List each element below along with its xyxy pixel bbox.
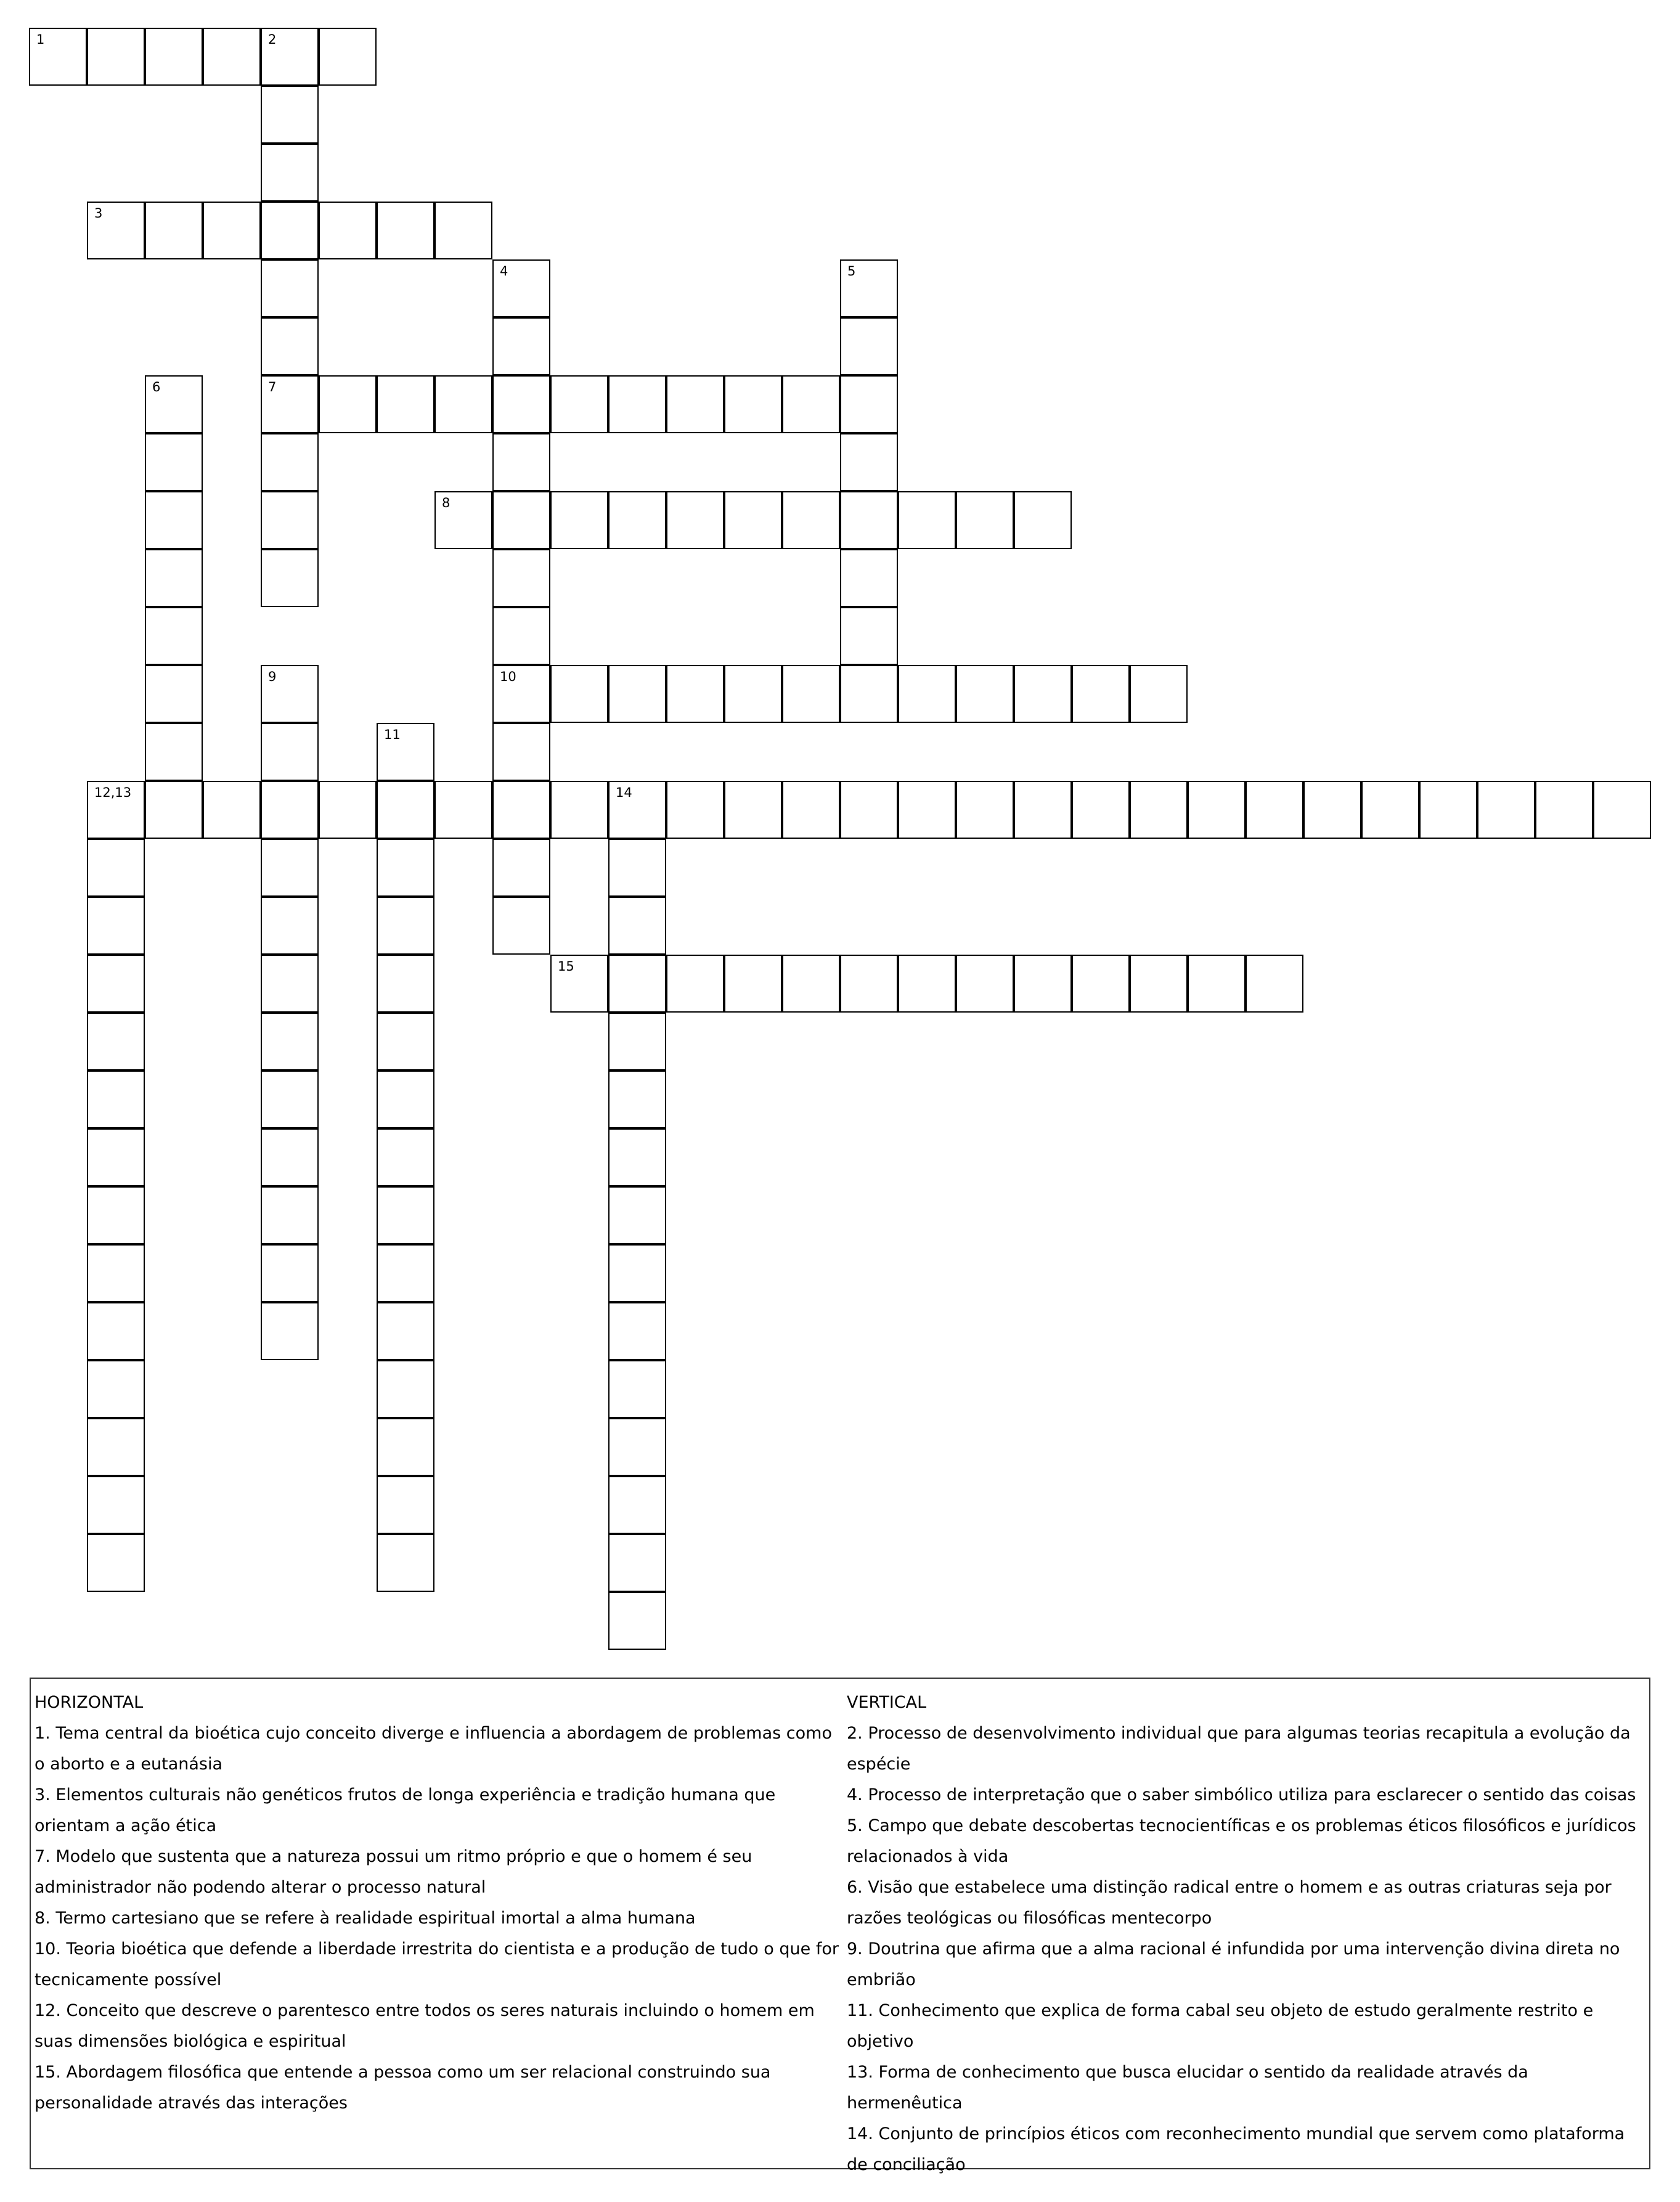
grid-cell[interactable] — [608, 1186, 666, 1244]
grid-cell[interactable] — [608, 491, 666, 549]
grid-cell[interactable] — [608, 897, 666, 955]
clue-number: 9 — [268, 669, 277, 684]
down-clue: 13. Forma de conhecimento que busca elucidar o sentido da realidade através da hermenêutica — [847, 2063, 1528, 2113]
across-clue: 7. Modelo que sustenta que a natureza possui um ritmo próprio e que o homem é seu administrador não podendo alterar o processo natural — [35, 1847, 752, 1897]
grid-cell[interactable] — [840, 665, 898, 723]
grid-cell[interactable] — [87, 1186, 145, 1244]
grid-cell[interactable] — [1014, 955, 1072, 1013]
grid-cell[interactable] — [608, 375, 666, 433]
grid-cell[interactable] — [1535, 781, 1593, 839]
clue-number: 1 — [36, 32, 45, 47]
grid-cell[interactable] — [492, 897, 550, 955]
grid-cell[interactable] — [492, 607, 550, 665]
grid-cell[interactable] — [87, 1418, 145, 1476]
clue-number: 5 — [847, 264, 856, 279]
grid-cell[interactable] — [898, 665, 956, 723]
grid-cell[interactable] — [1246, 955, 1303, 1013]
across-clue: 3. Elementos culturais não genéticos frutos de longa experiência e tradição humana que orientam a ação ética — [35, 1785, 776, 1835]
grid-cell[interactable] — [608, 1418, 666, 1476]
grid-cell[interactable] — [492, 781, 550, 839]
grid-cell[interactable] — [87, 1244, 145, 1302]
grid-cell[interactable] — [666, 375, 724, 433]
grid-cell[interactable] — [608, 1128, 666, 1186]
grid-cell[interactable] — [492, 491, 550, 549]
grid-cell[interactable] — [203, 202, 261, 259]
grid-cell[interactable] — [1130, 955, 1188, 1013]
grid-cell[interactable] — [377, 1360, 434, 1418]
grid-cell[interactable] — [87, 897, 145, 955]
clue-panel — [30, 1678, 1650, 2174]
down-clue: 6. Visão que estabelece uma distinção radical entre o homem e as outras criaturas seja por razões teológicas ou filosóficas mentecorpo — [847, 1878, 1612, 1928]
grid-cell[interactable] — [261, 259, 319, 317]
down-clue: 5. Campo que debate descobertas tecnocientíficas e os problemas éticos filosóficos e jurídicos relacionados à vida — [847, 1816, 1636, 1866]
grid-cell[interactable] — [1593, 781, 1651, 839]
grid-cell[interactable] — [492, 549, 550, 607]
grid-cell[interactable] — [840, 607, 898, 665]
grid-cell[interactable] — [377, 375, 434, 433]
grid-cell[interactable] — [492, 723, 550, 781]
across-clue: 1. Tema central da bioética cujo conceito diverge e influencia a abordagem de problemas como o aborto e a eutanásia — [35, 1724, 832, 1774]
down-clue: 9. Doutrina que afirma que a alma racional é infundida por uma intervenção divina direta no embrião — [847, 1939, 1620, 1989]
grid-cell[interactable] — [550, 491, 608, 549]
grid-cell[interactable] — [840, 781, 898, 839]
grid-cell[interactable] — [319, 28, 377, 86]
grid-cell[interactable] — [377, 1476, 434, 1534]
grid-cell[interactable] — [1014, 781, 1072, 839]
grid-cell[interactable] — [492, 839, 550, 897]
grid-cell[interactable] — [29, 28, 87, 86]
grid-cell[interactable] — [550, 955, 608, 1013]
grid-cell[interactable] — [1072, 665, 1130, 723]
grid-cell[interactable] — [145, 28, 203, 86]
grid-cell[interactable] — [782, 491, 840, 549]
grid-cell[interactable] — [261, 1186, 319, 1244]
grid-cell[interactable] — [724, 665, 782, 723]
grid-cell[interactable] — [261, 1070, 319, 1128]
grid-cell[interactable] — [492, 317, 550, 375]
grid-cell[interactable] — [608, 1592, 666, 1650]
grid-cell[interactable] — [319, 202, 377, 259]
grid-cell[interactable] — [377, 202, 434, 259]
grid-cell[interactable] — [434, 491, 492, 549]
clue-number: 4 — [500, 264, 508, 279]
grid-cell[interactable] — [377, 897, 434, 955]
grid-cell[interactable] — [608, 839, 666, 897]
grid-cell[interactable] — [1419, 781, 1477, 839]
grid-cell[interactable] — [377, 781, 434, 839]
grid-cell[interactable] — [377, 839, 434, 897]
grid-cell[interactable] — [377, 1302, 434, 1360]
grid-cell[interactable] — [377, 1013, 434, 1070]
grid-cell[interactable] — [145, 491, 203, 549]
grid-cell[interactable] — [87, 839, 145, 897]
grid-cell[interactable] — [261, 491, 319, 549]
grid-cell[interactable] — [840, 955, 898, 1013]
grid-cell[interactable] — [956, 491, 1014, 549]
grid-cell[interactable] — [87, 28, 145, 86]
grid-cell[interactable] — [261, 723, 319, 781]
grid-cell[interactable] — [492, 259, 550, 317]
grid-cell[interactable] — [377, 955, 434, 1013]
grid-cell[interactable] — [261, 1302, 319, 1360]
grid-cell[interactable] — [261, 144, 319, 202]
grid-cell[interactable] — [261, 433, 319, 491]
clue-number: 7 — [268, 380, 277, 394]
grid-cell[interactable] — [261, 897, 319, 955]
down-clue: 2. Processo de desenvolvimento individual que para algumas teorias recapitula a evolução da espécie — [847, 1724, 1631, 1774]
grid-cell[interactable] — [608, 781, 666, 839]
grid-cell[interactable] — [956, 781, 1014, 839]
grid-cell[interactable] — [87, 1070, 145, 1128]
down-clue: 4. Processo de interpretação que o saber simbólico utiliza para esclarecer o sentido das coisas — [847, 1785, 1636, 1804]
across-clue: 12. Conceito que descreve o parentesco entre todos os seres naturais incluindo o homem em suas dimensões biológica e espiritual — [35, 2001, 815, 2051]
grid-cell[interactable] — [87, 781, 145, 839]
clue-number: 15 — [558, 959, 574, 974]
grid-cell[interactable] — [1303, 781, 1361, 839]
grid-cell[interactable] — [145, 665, 203, 723]
grid-cell[interactable] — [608, 1476, 666, 1534]
grid-cell[interactable] — [261, 86, 319, 144]
grid-cell[interactable] — [377, 723, 434, 781]
grid-cell[interactable] — [87, 1128, 145, 1186]
grid-cell[interactable] — [87, 1534, 145, 1592]
grid-cell[interactable] — [434, 375, 492, 433]
grid-cell[interactable] — [1130, 665, 1188, 723]
grid-cell[interactable] — [724, 781, 782, 839]
across-heading: HORIZONTAL — [35, 1693, 144, 1712]
grid-cell[interactable] — [203, 781, 261, 839]
grid-cell[interactable] — [87, 1360, 145, 1418]
grid-cell[interactable] — [87, 1302, 145, 1360]
grid-cell[interactable] — [666, 491, 724, 549]
across-clues — [35, 1687, 843, 2119]
clue-number: 3 — [94, 206, 103, 221]
grid-cell[interactable] — [608, 1244, 666, 1302]
grid-cell[interactable] — [1477, 781, 1535, 839]
down-clues — [847, 1687, 1645, 2180]
grid-cell[interactable] — [550, 781, 608, 839]
grid-cell[interactable] — [666, 665, 724, 723]
grid-cell[interactable] — [261, 375, 319, 433]
grid-cell[interactable] — [1188, 955, 1246, 1013]
grid-cell[interactable] — [145, 723, 203, 781]
clue-number: 11 — [384, 727, 401, 742]
grid-cell[interactable] — [1246, 781, 1303, 839]
grid-cell[interactable] — [492, 665, 550, 723]
grid-cell[interactable] — [608, 1302, 666, 1360]
clue-number: 2 — [268, 32, 277, 47]
grid-cell[interactable] — [666, 955, 724, 1013]
grid-cell[interactable] — [261, 1013, 319, 1070]
grid-cell[interactable] — [840, 317, 898, 375]
grid-cell[interactable] — [377, 1186, 434, 1244]
grid-cell[interactable] — [261, 955, 319, 1013]
grid-cell[interactable] — [261, 1244, 319, 1302]
grid-cell[interactable] — [608, 665, 666, 723]
grid-cell[interactable] — [1014, 491, 1072, 549]
grid-cell[interactable] — [261, 781, 319, 839]
grid-cell[interactable] — [724, 375, 782, 433]
grid-cell[interactable] — [492, 433, 550, 491]
grid-cell[interactable] — [608, 1534, 666, 1592]
clue-number: 10 — [500, 669, 516, 684]
grid-cell[interactable] — [956, 955, 1014, 1013]
grid-cell[interactable] — [724, 491, 782, 549]
grid-cell[interactable] — [956, 665, 1014, 723]
grid-cell[interactable] — [840, 433, 898, 491]
grid-cell[interactable] — [782, 955, 840, 1013]
grid-cell[interactable] — [608, 1070, 666, 1128]
grid-cell[interactable] — [1014, 665, 1072, 723]
grid-cell[interactable] — [87, 955, 145, 1013]
grid-cell[interactable] — [434, 202, 492, 259]
grid-cell[interactable] — [550, 375, 608, 433]
grid-cell[interactable] — [261, 202, 319, 259]
grid-cell[interactable] — [1361, 781, 1419, 839]
grid-cell[interactable] — [145, 375, 203, 433]
grid-cell[interactable] — [261, 549, 319, 607]
down-clue: 11. Conhecimento que explica de forma cabal seu objeto de estudo geralmente restrito e objetivo — [847, 2001, 1594, 2051]
grid-cell[interactable] — [319, 781, 377, 839]
grid-cell[interactable] — [377, 1418, 434, 1476]
grid-cell[interactable] — [261, 28, 319, 86]
grid-cell[interactable] — [1188, 781, 1246, 839]
grid-cell[interactable] — [261, 839, 319, 897]
clue-number: 14 — [616, 785, 632, 800]
grid-cell[interactable] — [840, 375, 898, 433]
grid-cell[interactable] — [1130, 781, 1188, 839]
grid-cell[interactable] — [898, 781, 956, 839]
grid-cell[interactable] — [377, 1070, 434, 1128]
grid-cell[interactable] — [145, 781, 203, 839]
grid-cell[interactable] — [1072, 955, 1130, 1013]
grid-cell[interactable] — [87, 202, 145, 259]
grid-cell[interactable] — [550, 665, 608, 723]
grid-cell[interactable] — [608, 1360, 666, 1418]
grid-cell[interactable] — [261, 1128, 319, 1186]
grid-cell[interactable] — [608, 1013, 666, 1070]
grid-cell[interactable] — [319, 375, 377, 433]
grid-cell[interactable] — [145, 433, 203, 491]
grid-cell[interactable] — [840, 491, 898, 549]
grid-cell[interactable] — [261, 317, 319, 375]
grid-cell[interactable] — [377, 1128, 434, 1186]
grid-cell[interactable] — [203, 28, 261, 86]
grid-cell[interactable] — [782, 665, 840, 723]
grid-cell[interactable] — [145, 549, 203, 607]
across-clue: 8. Termo cartesiano que se refere à realidade espiritual imortal a alma humana — [35, 1909, 696, 1928]
across-clue: 10. Teoria bioética que defende a liberdade irrestrita do cientista e a produção de tudo o que for tecnicamente possível — [35, 1939, 839, 1989]
down-heading: VERTICAL — [847, 1693, 927, 1712]
grid-cell[interactable] — [666, 781, 724, 839]
grid-cell[interactable] — [840, 259, 898, 317]
clue-number: 8 — [442, 495, 451, 510]
grid-cell[interactable] — [492, 375, 550, 433]
grid-cell[interactable] — [782, 375, 840, 433]
clue-number: 6 — [152, 380, 161, 394]
clue-number: 12,13 — [94, 785, 132, 800]
grid-cell[interactable] — [87, 1013, 145, 1070]
grid-cell[interactable] — [898, 491, 956, 549]
grid-cell[interactable] — [898, 955, 956, 1013]
grid-cell[interactable] — [261, 665, 319, 723]
grid-cell[interactable] — [782, 781, 840, 839]
grid-cell[interactable] — [87, 1476, 145, 1534]
grid-cell[interactable] — [608, 955, 666, 1013]
grid-cell[interactable] — [377, 1244, 434, 1302]
down-clue: 14. Conjunto de princípios éticos com reconhecimento mundial que servem como plataforma de conciliação — [847, 2124, 1625, 2174]
grid-cell[interactable] — [145, 607, 203, 665]
grid-cell[interactable] — [377, 1534, 434, 1592]
grid-cell[interactable] — [724, 955, 782, 1013]
grid-cell[interactable] — [840, 549, 898, 607]
grid-cell[interactable] — [434, 781, 492, 839]
grid-cell[interactable] — [145, 202, 203, 259]
across-clue: 15. Abordagem filosófica que entende a pessoa como um ser relacional construindo sua personalidade através das interações — [35, 2063, 771, 2113]
grid-cell[interactable] — [1072, 781, 1130, 839]
